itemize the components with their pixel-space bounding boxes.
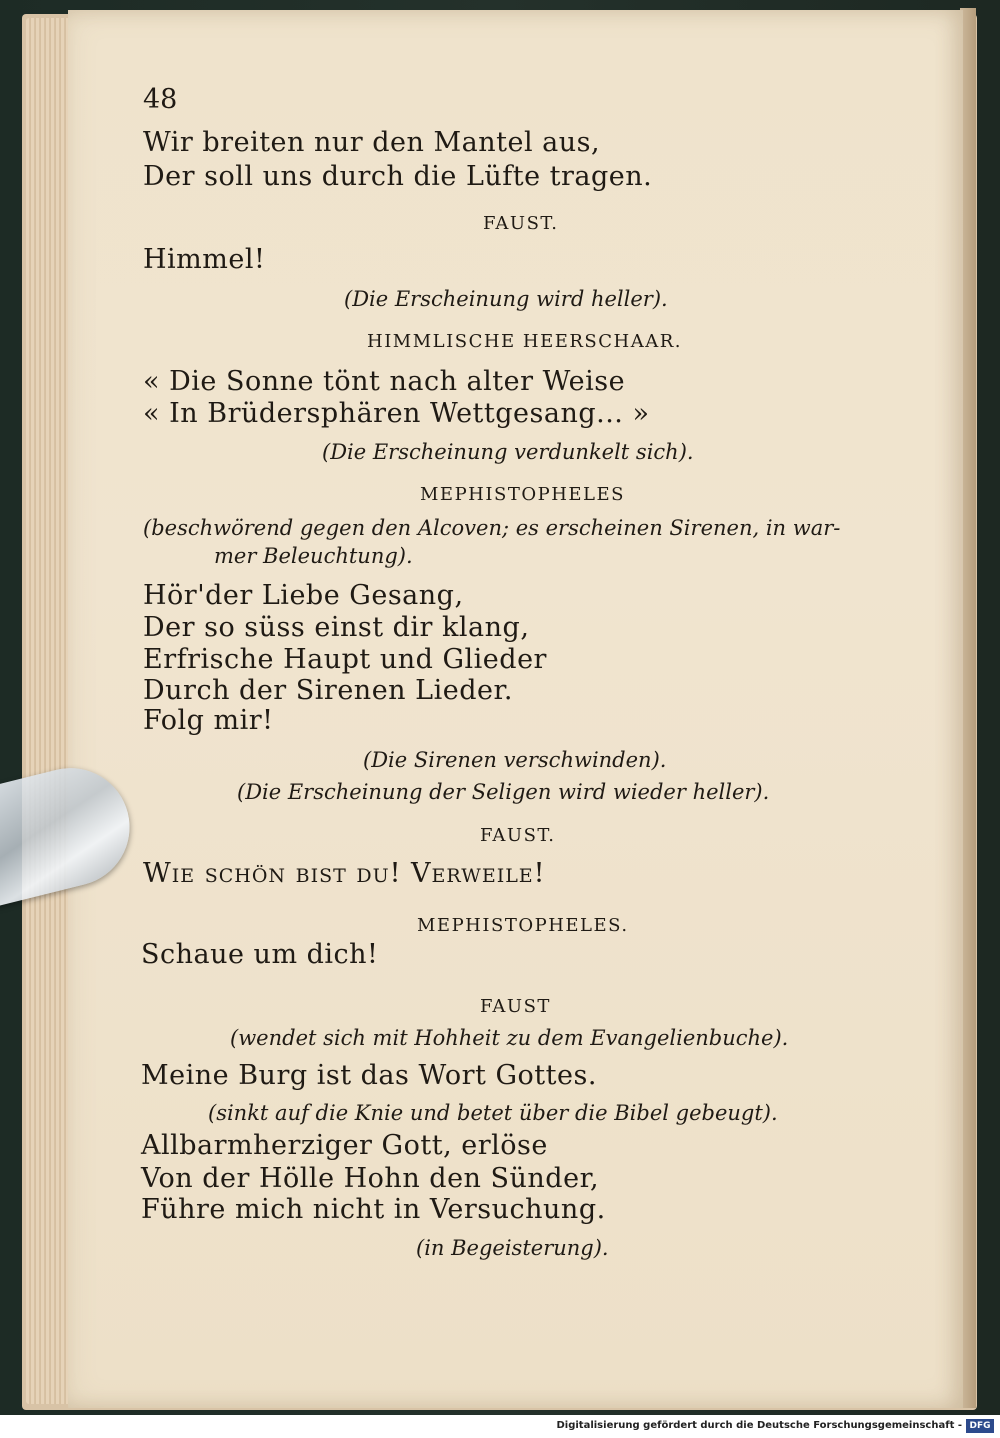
stage-direction: (in Begeisterung). — [416, 1236, 609, 1260]
verse-line: Erfrische Haupt und Glieder — [143, 644, 547, 675]
verse-line: « Die Sonne tönt nach alter Weise — [143, 366, 626, 397]
verse-line: Allbarmherziger Gott, erlöse — [141, 1130, 548, 1161]
verse-line: Durch der Sirenen Lieder. — [143, 675, 513, 706]
page-number: 48 — [143, 84, 178, 115]
verse-line: Schaue um dich! — [141, 939, 379, 970]
dfg-logo: DFG — [966, 1419, 994, 1433]
speaker-heading: HIMMLISCHE HEERSCHAAR. — [367, 331, 682, 352]
speaker-heading: FAUST. — [483, 213, 559, 234]
stage-direction: (Die Erscheinung verdunkelt sich). — [322, 440, 694, 464]
speaker-heading: FAUST. — [480, 825, 556, 846]
stage-direction: (Die Erscheinung der Seligen wird wieder heller). — [237, 780, 770, 804]
stage-direction: (sinkt auf die Knie und betet über die Bibel gebeugt). — [208, 1101, 778, 1125]
verse-line: Der soll uns durch die Lüfte tragen. — [143, 161, 653, 192]
verse-line: Folg mir! — [143, 705, 274, 736]
verse-line: Hör'der Liebe Gesang, — [143, 580, 464, 611]
speaker-heading: MEPHISTOPHELES — [420, 484, 625, 505]
stage-direction: (Die Sirenen verschwinden). — [363, 748, 667, 772]
stage-direction: (Die Erscheinung wird heller). — [344, 287, 668, 311]
verse-line: Führe mich nicht in Versuchung. — [141, 1194, 606, 1225]
verse-line: Von der Hölle Hohn den Sünder, — [141, 1163, 600, 1194]
verse-line: « In Brüdersphären Wettgesang... » — [143, 398, 650, 429]
funding-credit: Digitalisierung gefördert durch die Deutsche Forschungsgemeinschaft - — [556, 1420, 962, 1431]
stage-direction: (beschwörend gegen den Alcoven; es erscheinen Sirenen, in war- — [143, 516, 841, 540]
speaker-heading: FAUST — [480, 996, 551, 1017]
stage-direction: (wendet sich mit Hohheit zu dem Evangelienbuche). — [230, 1026, 789, 1050]
verse-line: Der so süss einst dir klang, — [143, 612, 530, 643]
verse-line: Wir breiten nur den Mantel aus, — [143, 127, 601, 158]
verse-line: Himmel! — [143, 244, 266, 275]
verse-line: Wie schön bist du! Verweile! — [143, 858, 546, 889]
verse-line: Meine Burg ist das Wort Gottes. — [141, 1060, 597, 1091]
stage-direction: mer Beleuchtung). — [214, 544, 413, 568]
speaker-heading: MEPHISTOPHELES. — [417, 915, 629, 936]
